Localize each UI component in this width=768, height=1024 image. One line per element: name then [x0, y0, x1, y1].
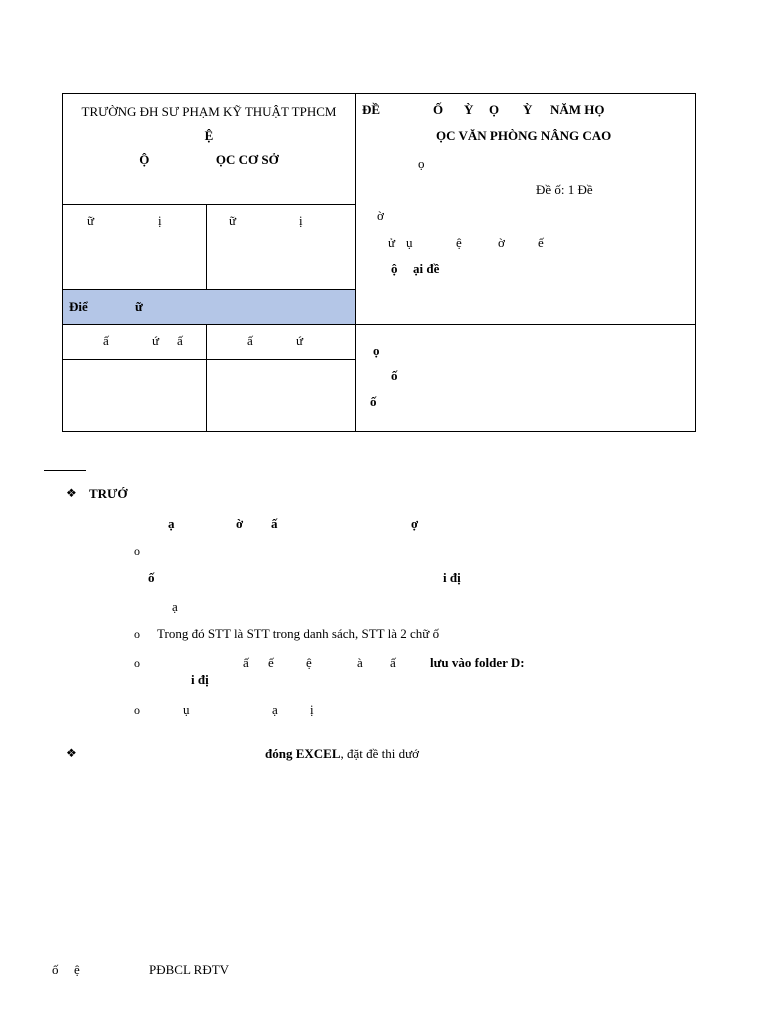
note-line3: ố [370, 394, 377, 409]
note-line2: ố [391, 368, 398, 383]
exam-line7-a: ộ [391, 261, 398, 276]
section2-bold: đóng EXCEL [265, 746, 341, 761]
grader1-b: ứ [152, 333, 160, 348]
footer-code: PĐBCL RĐTV [149, 962, 230, 977]
school-name: TRƯỜNG ĐH SƯ PHẠM KỸ THUẬT TPHCM [81, 104, 337, 119]
section2-rest: , đặt đề thi dướ [340, 746, 420, 761]
school-section [63, 148, 355, 172]
exam-line7-b: ại đề [413, 261, 440, 276]
sign1-a: ữ [87, 213, 95, 228]
exam-line6-b: ụ [406, 235, 413, 250]
school-section-b: ỌC CƠ SỞ [215, 152, 279, 167]
circle-bullet-icon: o [134, 656, 140, 670]
exam-title-f: NĂM HỌ [550, 102, 605, 117]
exam-line6-c: ệ [456, 235, 462, 250]
line2-b: i đị [443, 570, 461, 585]
diamond-bullet-icon: ❖ [66, 746, 77, 760]
signature-cell-1 [63, 205, 207, 290]
exam-title-a: ĐỀ [362, 102, 381, 117]
line1-c: ấ [271, 516, 278, 531]
line6-a: ụ [183, 702, 190, 717]
exam-line6-e: ế [538, 235, 544, 250]
exam-title-c: Ỳ [464, 102, 474, 117]
sign2-a: ữ [229, 213, 237, 228]
grader2-a: ấ [247, 333, 253, 348]
line1-a: ạ [168, 516, 175, 531]
grader-cell-2 [207, 325, 356, 360]
footer-left-b: ệ [74, 962, 80, 977]
exam-title-b: Ố [433, 102, 444, 117]
sign1-b: ị [158, 213, 162, 228]
line5-d: à [357, 655, 363, 670]
exam-title-e: Ỳ [523, 102, 533, 117]
line5-f: lưu vào folder D: [430, 655, 525, 670]
exam-time: ờ [377, 208, 384, 223]
score-cell [63, 290, 356, 325]
grader-sign-cell-1 [63, 360, 207, 432]
exam-subject: ỌC VĂN PHÒNG NÂNG CAO [436, 128, 612, 143]
signature-cell-2 [207, 205, 356, 290]
grader1-c: ấ [177, 333, 183, 348]
exam-code: Đề ố: 1 Đề [536, 182, 593, 197]
school-info-cell [63, 94, 356, 205]
footer-left-a: ố [52, 962, 59, 977]
line1-d: ợ [411, 516, 419, 531]
exam-info-cell [356, 94, 696, 325]
exam-line3: ọ [418, 156, 425, 171]
grader1-a: ấ [103, 333, 109, 348]
line5-g: i đị [191, 672, 209, 687]
line6-c: ị [310, 702, 314, 717]
line2-a: ố [148, 570, 155, 585]
line6-b: ạ [272, 702, 278, 717]
note-line1: ọ [373, 343, 380, 358]
section1-title: TRƯỚ [89, 486, 128, 501]
line5-b: ế [268, 655, 274, 670]
line5-a: ấ [243, 655, 249, 670]
exam-line6-a: ử [388, 235, 396, 250]
exam-header-table [62, 93, 696, 432]
line3: ạ [172, 599, 178, 614]
exam-title-d: Ọ [489, 102, 500, 117]
score-label-a: Điể [69, 299, 88, 314]
separator-rule [44, 470, 86, 471]
exam-line6-d: ờ [498, 235, 505, 250]
grader-sign-cell-2 [207, 360, 356, 432]
circle-bullet-icon: o [134, 544, 140, 558]
circle-bullet-icon: o [134, 703, 140, 717]
line5-c: ệ [306, 655, 312, 670]
score-label-b: ữ [135, 299, 143, 314]
diamond-bullet-icon: ❖ [66, 486, 77, 500]
circle-bullet-icon: o [134, 627, 140, 641]
line5-e: ấ [390, 655, 396, 670]
line4: Trong đó STT là STT trong danh sách, STT là 2 chữ ố [157, 626, 440, 641]
note-cell [356, 325, 696, 432]
line1-b: ờ [236, 516, 244, 531]
grader2-b: ứ [296, 333, 304, 348]
school-section-a: Ộ [139, 152, 150, 167]
section2-text [265, 746, 419, 762]
sign2-b: ị [299, 213, 303, 228]
grader-cell-1 [63, 325, 207, 360]
school-dept: Ệ [204, 128, 214, 143]
